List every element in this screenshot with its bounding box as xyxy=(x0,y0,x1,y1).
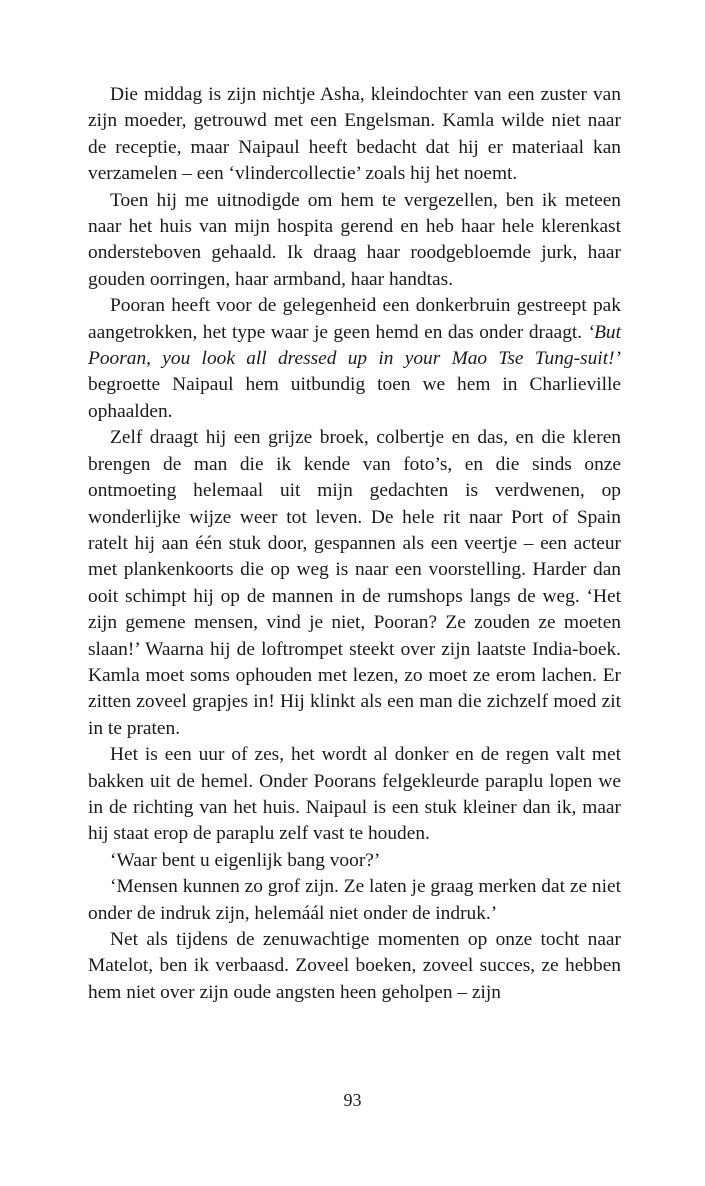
paragraph-3-before: Pooran heeft voor de gelegenheid een donkerbruin gestreept pak aangetrokken, het type waar je geen hemd en das onder draagt. xyxy=(88,295,621,343)
paragraph-3-after: begroette Naipaul hem uitbundig toen we hem in Charlieville ophaalden. xyxy=(88,374,621,422)
paragraph-6: ‘Waar bent u eigenlijk bang voor?’ xyxy=(110,849,381,871)
paragraph-3 xyxy=(88,293,621,425)
page-number: 93 xyxy=(343,1090,362,1110)
paragraph-5: Het is een uur of zes, het wordt al donker en de regen valt met bakken uit de hemel. Onder Poorans felgekleurde paraplu lopen we in de richting van het huis. Naipaul is een stuk kleiner dan ik, maar hij staat erop de paraplu zelf vast te houden. xyxy=(88,744,621,845)
paragraph-4: Zelf draagt hij een grijze broek, colbertje en das, en die kleren brengen de man die ik kende van foto’s, en die sinds onze ontmoeting helemaal uit mijn gedachten is verdwenen, op wonderlijke wijze weer tot leven. De hele rit naar Port of Spain ratelt hij aan één stuk door, gespannen als een veertje – een acteur met plankenkoorts die op weg is naar een voorstelling. Harder dan ooit schimpt hij op de mannen in de rumshops langs de weg. ‘Het zijn gemene mensen, vind je niet, Pooran? Ze zouden ze moeten slaan!’ Waarna hij de loftrompet steekt over zijn laatste India-boek. Kamla moet soms ophouden met lezen, zo moet ze erom lachen. Er zitten zoveel grapjes in! Hij klinkt als een man die zichzelf moed zit in te praten. xyxy=(88,427,621,739)
paragraph-3-quote: ‘But Pooran, you look all dressed up in your Mao Tse Tung-suit!’ xyxy=(88,321,621,370)
paragraph-8: Net als tijdens de zenuwachtige momenten op onze tocht naar Matelot, ben ik verbaasd. Zoveel boeken, zoveel succes, ze hebben hem niet over zijn oude angsten heen geholpen – zijn xyxy=(88,929,621,1003)
paragraph-2: Toen hij me uitnodigde om hem te vergezellen, ben ik meteen naar het huis van mijn hospita gerend en heb haar hele klerenkast ondersteboven gehaald. Ik draag haar roodgebloemde jurk, haar gouden oorringen, haar armband, haar handtas. xyxy=(88,189,621,290)
page-body xyxy=(88,82,621,1006)
paragraph-7: ‘Mensen kunnen zo grof zijn. Ze laten je graag merken dat ze niet onder de indruk zijn, helemáál niet onder de indruk.’ xyxy=(88,876,621,924)
paragraph-1: Die middag is zijn nichtje Asha, kleindochter van een zuster van zijn moeder, getrouwd met een Engelsman. Kamla wilde niet naar de receptie, maar Naipaul heeft bedacht dat hij er materiaal kan verzamelen – een ‘vlindercollectie’ zoals hij het noemt. xyxy=(88,84,621,185)
